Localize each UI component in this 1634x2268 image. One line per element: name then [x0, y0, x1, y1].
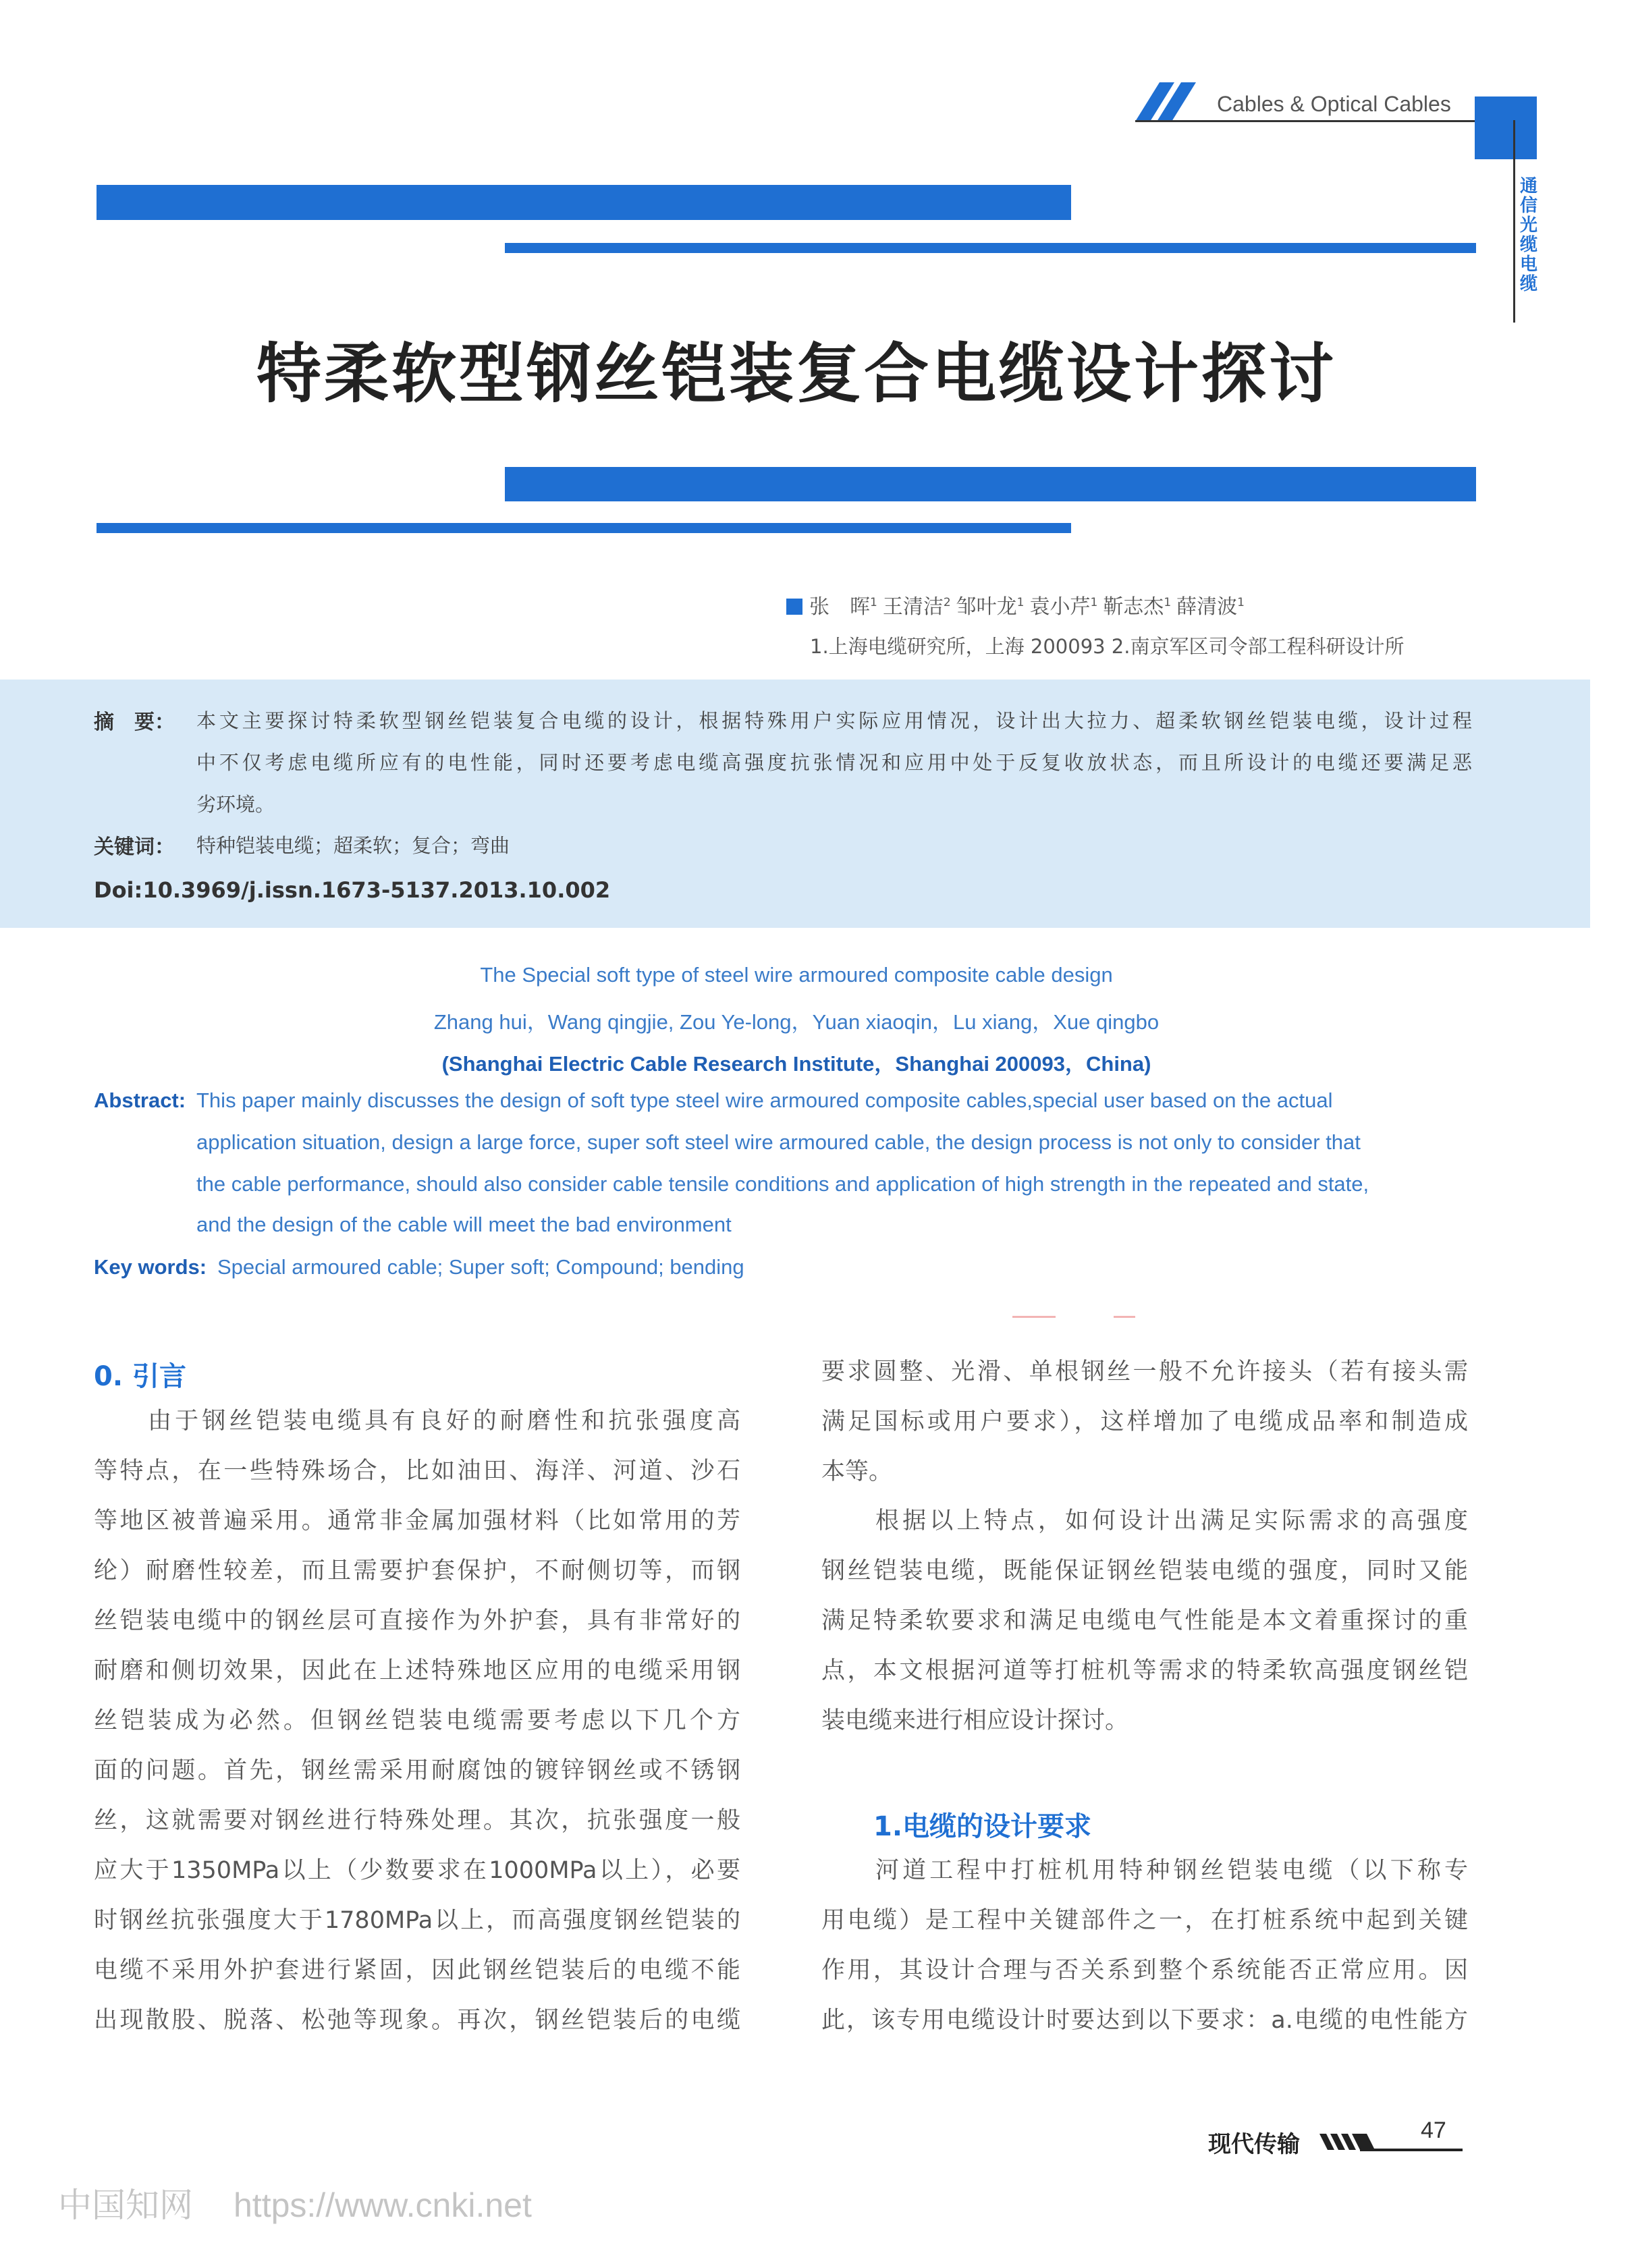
header-rule [1135, 120, 1515, 122]
body-text-line: 满足特柔软要求和满足电缆电气性能是本文着重探讨的重 [821, 1607, 1468, 1634]
english-title: The Special soft type of steel wire armoured composite cable design [480, 963, 1113, 987]
body-text-line: 丝铠装成为必然。但钢丝铠装电缆需要考虑以下几个方 [94, 1707, 740, 1734]
english-abstract-line: This paper mainly discusses the design of soft type steel wire armoured composite cables,special user based on the actual [196, 1088, 1333, 1112]
body-text-line: 作用，其设计合理与否关系到整个系统能否正常应用。因 [821, 1957, 1468, 1984]
body-text-line: 钢丝铠装电缆，既能保证钢丝铠装电缆的强度，同时又能 [821, 1557, 1468, 1584]
watermark-url: https://www.cnki.net [234, 2186, 532, 2224]
english-affiliation: (Shanghai Electric Cable Research Institute，Shanghai 200093，China) [441, 1052, 1151, 1076]
watermark-site: 中国知网 [58, 2186, 193, 2224]
body-text-line: 等地区被普遍采用。通常非金属加强材料（比如常用的芳 [94, 1508, 740, 1534]
english-abstract-label: Abstract: [94, 1088, 186, 1112]
title-bar-3 [505, 467, 1476, 501]
body-text-line: 河道工程中打桩机用特种钢丝铠装电缆（以下称专 [875, 1857, 1468, 1884]
body-text-line: 要求圆整、光滑、单根钢丝一般不允许接头（若有接头需 [821, 1358, 1468, 1385]
author-affiliation-mark: 1 [1016, 596, 1025, 609]
english-abstract-line: and the design of the cable will meet the bad environment [196, 1213, 732, 1236]
body-text-line: 等特点，在一些特殊场合，比如油田、海洋、河道、沙石 [94, 1458, 740, 1485]
header-slashes-icon [1135, 82, 1203, 123]
author-name: 邹叶龙 [956, 595, 1017, 619]
body-text-line: 此，该专用电缆设计时要达到以下要求：a.电缆的电性能方 [821, 2007, 1468, 2034]
body-text-line: 时钢丝抗张强度大于1780MPa以上，而高强度钢丝铠装的 [94, 1907, 740, 1934]
body-text-line: 耐磨和侧切效果，因此在上述特殊地区应用的电缆采用钢 [94, 1657, 740, 1684]
body-text-line: 丝铠装电缆中的钢丝层可直接作为外护套，具有非常好的 [94, 1607, 740, 1634]
author-name: 薛清波 [1176, 595, 1238, 619]
section-heading-intro: 0. 引言 [94, 1361, 186, 1392]
author-name: 靳志杰 [1103, 595, 1164, 619]
author-affiliation-mark: 1 [870, 596, 877, 609]
watermark [58, 2178, 532, 2227]
author-list [786, 590, 1250, 619]
body-text-line: 用电缆）是工程中关键部件之一，在打桩系统中起到关键 [821, 1907, 1468, 1934]
english-keywords-label: Key words: [94, 1255, 207, 1279]
body-text-line: 满足国标或用户要求），这样增加了电缆成品率和制造成 [821, 1408, 1468, 1435]
body-text-line: 装电缆来进行相应设计探讨。 [821, 1707, 1129, 1734]
body-text-line: 面的问题。首先，钢丝需采用耐腐蚀的镀锌钢丝或不锈钢 [94, 1757, 740, 1784]
keywords: 特种铠装电缆；超柔软；复合；弯曲 [196, 834, 510, 857]
english-keywords: Special armoured cable; Super soft; Compound; bending [217, 1255, 744, 1279]
abstract-line: 中不仅考虑电缆所应有的电性能，同时还要考虑电缆高强度抗张情况和应用中处于反复收放状态，而且所设计的电缆还要满足恶 [196, 751, 1472, 774]
author-name: 王清洁 [882, 595, 944, 619]
author-affiliation-mark: 2 [943, 596, 951, 609]
journal-chinese-name: 现代传输 [1208, 2131, 1300, 2158]
body-text-line: 出现散股、脱落、松弛等现象。再次，钢丝铠装后的电缆 [94, 2007, 740, 2034]
author-marker-icon [786, 599, 802, 615]
author-affiliation-mark: 1 [1237, 596, 1245, 609]
doi: Doi:10.3969/j.issn.1673-5137.2013.10.002 [94, 877, 611, 903]
header-vertical-rule [1513, 120, 1515, 323]
body-text-line: 应大于1350MPa以上（少数要求在1000MPa以上），必要 [94, 1857, 740, 1884]
title-bar-2 [505, 243, 1476, 253]
divider [1114, 1316, 1135, 1318]
header-corner-block [1475, 96, 1537, 159]
author-affiliation-mark: 1 [1090, 596, 1098, 609]
body-text-line: 根据以上特点，如何设计出满足实际需求的高强度 [875, 1508, 1468, 1534]
body-text-line: 纶）耐磨性较差，而且需要护套保护，不耐侧切等，而钢 [94, 1557, 740, 1584]
page-number: 47 [1421, 2118, 1446, 2143]
title-bar-1 [97, 185, 1071, 220]
english-abstract-line: the cable performance, should also consider cable tensile conditions and application of high strength in the repeated and state, [196, 1172, 1369, 1196]
abstract-label: 摘 要： [94, 711, 175, 734]
divider [1012, 1316, 1056, 1318]
body-text-line: 丝，这就需要对钢丝进行特殊处理。其次，抗张强度一般 [94, 1807, 740, 1834]
body-text-line: 电缆不采用外护套进行紧固，因此钢丝铠装后的电缆不能 [94, 1957, 740, 1984]
section-label: 通信光缆电缆 [1519, 176, 1537, 294]
abstract-line: 本文主要探讨特柔软型钢丝铠装复合电缆的设计，根据特殊用户实际应用情况，设计出大拉力、超柔软钢丝铠装电缆，设计过程 [196, 709, 1472, 732]
body-text-line: 点，本文根据河道等打桩机等需求的特柔软高强度钢丝铠 [821, 1657, 1468, 1684]
body-text-line: 由于钢丝铠装电缆具有良好的耐磨性和抗张强度高 [148, 1408, 740, 1435]
page-title: 特柔软型钢丝铠装复合电缆设计探讨 [256, 336, 1336, 412]
english-abstract-line: application situation, design a large force, super soft steel wire armoured cable, the design process is not only to consider that [196, 1130, 1361, 1154]
body-text-line: 本等。 [821, 1458, 893, 1485]
affiliations: 1.上海电缆研究所，上海 200093 2.南京军区司令部工程科研设计所 [810, 635, 1405, 658]
keywords-label: 关键词： [94, 835, 175, 859]
author-name: 张 晖 [809, 595, 870, 619]
journal-english-name: Cables & Optical Cables [1217, 92, 1451, 116]
english-authors: Zhang hui，Wang qingjie, Zou Ye-long，Yuan xiaoqin，Lu xiang，Xue qingbo [433, 1010, 1160, 1034]
title-bar-4 [97, 523, 1071, 533]
author-affiliation-mark: 1 [1164, 596, 1172, 609]
author-name: 袁小芹 [1029, 595, 1091, 619]
abstract-line: 劣环境。 [196, 793, 275, 816]
section-heading-design: 1.电缆的设计要求 [873, 1811, 1092, 1842]
